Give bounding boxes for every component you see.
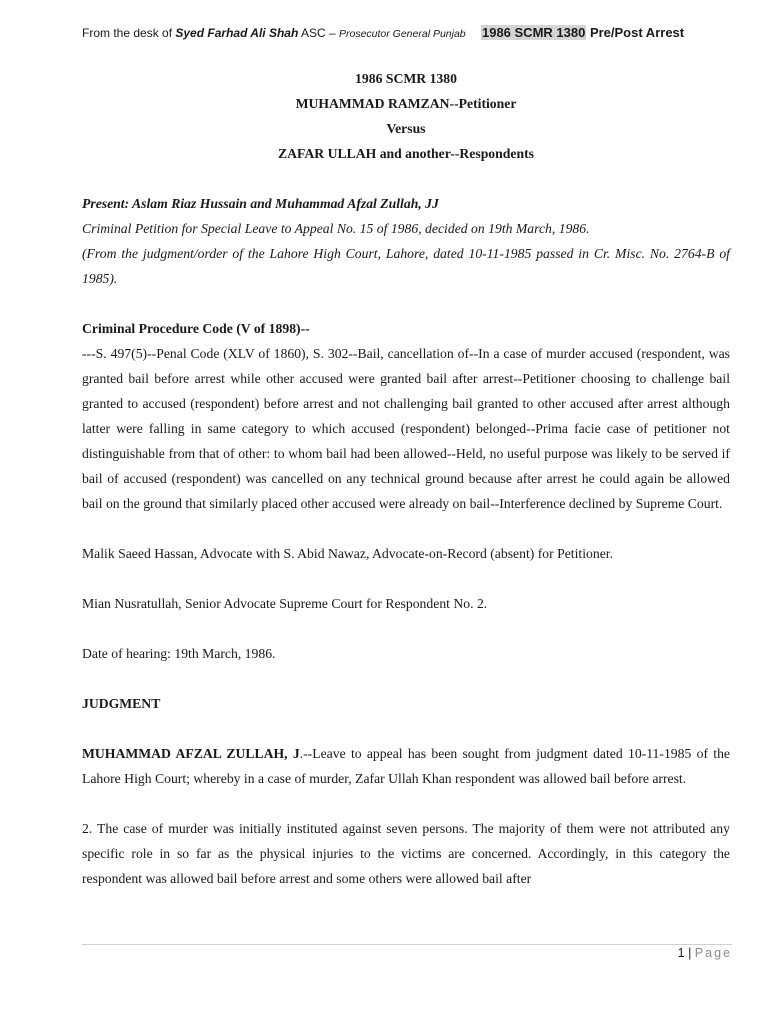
header-citation-block xyxy=(481,25,684,40)
footer-divider xyxy=(82,944,732,945)
hearing-date: Date of hearing: 19th March, 1986. xyxy=(82,646,276,661)
respondents-line: ZAFAR ULLAH and another--Respondents xyxy=(278,146,534,161)
page-footer xyxy=(678,946,732,960)
petition-details: Criminal Petition for Special Leave to Appeal No. 15 of 1986, decided on 19th March, 1986. xyxy=(82,221,590,236)
page-header xyxy=(82,25,728,40)
judgment-paragraph-1 xyxy=(82,741,730,791)
header-suffix: ASC – xyxy=(298,26,339,40)
bench-present: Present: Aslam Riaz Hussain and Muhammad Afzal Zullah, JJ xyxy=(82,196,439,211)
petitioner-line: MUHAMMAD RAMZAN--Petitioner xyxy=(295,96,517,111)
header-author: Syed Farhad Ali Shah xyxy=(175,26,299,40)
counsel-petitioner: Malik Saeed Hassan, Advocate with S. Abid Nawaz, Advocate-on-Record (absent) for Petitioner. xyxy=(82,546,614,561)
headnote: ---S. 497(5)--Penal Code (XLV of 1860), S. 302--Bail, cancellation of--In a case of murder accused (respondent, was granted bail before arrest while other accused were granted bail after arrest--Petitioner choosing to challenge bail granted to accused (respondent) before arrest and not challenging bail granted to other accused after arrest although latter were falling in same category to which accused (respondent) belonged--Prima facie case of petitioner not distinguishable from that of other: to whom bail had been allowed--Held, no useful purpose was likely to be served if bail of accused (respondent) was cancelled on any technical ground because after arrest he could again be allowed bail on the ground that similarly placed other accused were already on bail--Interference declined by Supreme Court. xyxy=(82,346,730,511)
versus-line: Versus xyxy=(386,121,426,136)
judgment-author: MUHAMMAD AFZAL ZULLAH, J xyxy=(82,746,300,761)
header-citation-highlight: 1986 SCMR 1380 xyxy=(481,25,586,40)
judgment-heading: JUDGMENT xyxy=(82,696,161,711)
judgment-paragraph-2: 2. The case of murder was initially instituted against seven persons. The majority of them were not attributed any specific role in so far as the physical injuries to the victims are concerned. Accordingly, in this category the respondent was allowed bail before arrest and some others were allowed bail after xyxy=(82,821,730,886)
header-prefix: From the desk of xyxy=(82,26,176,40)
page-number: 1 xyxy=(677,946,685,960)
page-separator: | xyxy=(684,946,695,960)
header-citation-tail: Pre/Post Arrest xyxy=(586,25,685,40)
statute-heading: Criminal Procedure Code (V of 1898)-- xyxy=(82,321,310,336)
paragraph-1-text: .--Leave to appeal has been sought from judgment dated 10-11-1985 of the Lahore High Court; whereby in a case of murder, Zafar Ullah Khan respondent was allowed bail before arrest. xyxy=(82,746,730,786)
case-citation: 1986 SCMR 1380 xyxy=(355,71,457,86)
lower-court-reference: (From the judgment/order of the Lahore High Court, Lahore, dated 10-11-1985 passed in Cr. Misc. No. 2764-B of 1985). xyxy=(82,246,730,286)
document-body xyxy=(82,66,730,891)
header-office: Prosecutor General Punjab xyxy=(338,28,466,40)
page-label: Page xyxy=(694,946,732,960)
counsel-respondent: Mian Nusratullah, Senior Advocate Supreme Court for Respondent No. 2. xyxy=(82,596,488,611)
